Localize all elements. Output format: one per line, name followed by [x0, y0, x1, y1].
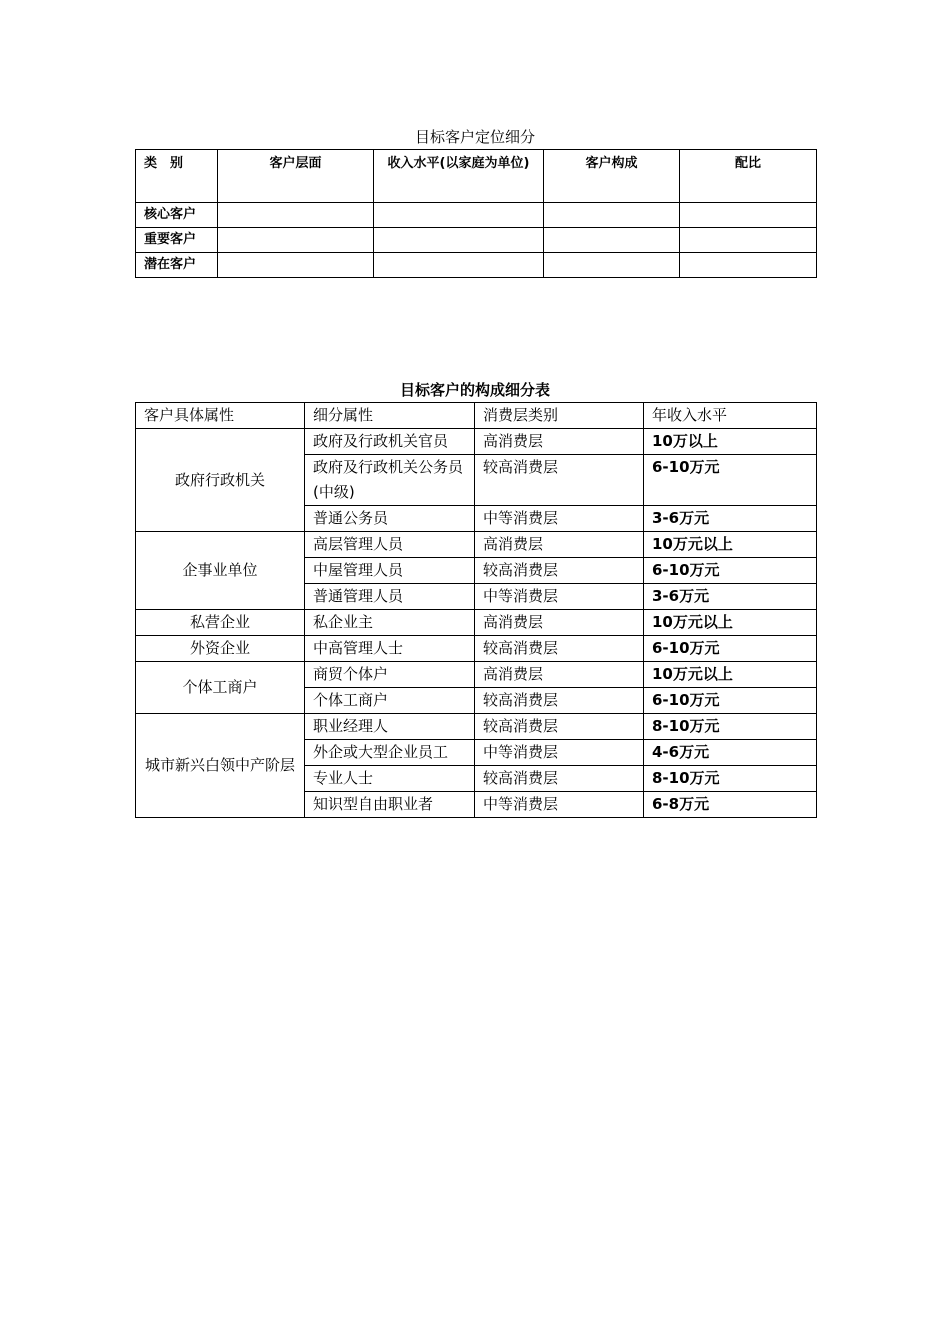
empty-cell: [218, 228, 374, 253]
table-row: [136, 203, 817, 228]
consumption-layer-cell: 高消费层: [475, 532, 644, 558]
segment-attribute-cell: 专业人士: [305, 766, 475, 792]
table-row: [136, 429, 817, 455]
annual-income-cell: 8-10万元: [644, 714, 817, 740]
empty-cell: [544, 203, 680, 228]
consumption-layer-cell: 较高消费层: [475, 455, 644, 506]
table-row: [136, 610, 817, 636]
empty-cell: [374, 203, 544, 228]
annual-income-cell: 10万元以上: [644, 662, 817, 688]
consumption-layer-cell: 中等消费层: [475, 584, 644, 610]
table2-title: 目标客户的构成细分表: [399, 381, 550, 399]
segment-attribute-cell: 中屋管理人员: [305, 558, 475, 584]
table1-header-cell: 收入水平(以家庭为单位): [374, 150, 544, 203]
group-label: 外资企业: [136, 636, 305, 662]
empty-cell: [374, 253, 544, 278]
empty-cell: [544, 228, 680, 253]
empty-cell: [680, 253, 817, 278]
consumption-layer-cell: 高消费层: [475, 429, 644, 455]
group-label: 城市新兴白领中产阶层: [136, 714, 305, 818]
empty-cell: [218, 203, 374, 228]
annual-income-cell: 10万元以上: [644, 532, 817, 558]
empty-cell: [218, 253, 374, 278]
table2-header-cell: 年收入水平: [644, 403, 817, 429]
consumption-layer-cell: 中等消费层: [475, 792, 644, 818]
table1-header-cell: 配比: [680, 150, 817, 203]
segment-attribute-cell: 知识型自由职业者: [305, 792, 475, 818]
customer-positioning-table: [135, 149, 817, 278]
segment-attribute-cell: 普通公务员: [305, 506, 475, 532]
segment-attribute-cell: 中高管理人士: [305, 636, 475, 662]
consumption-layer-cell: 较高消费层: [475, 688, 644, 714]
segment-attribute-cell: 个体工商户: [305, 688, 475, 714]
annual-income-cell: 6-8万元: [644, 792, 817, 818]
segment-attribute-cell: 外企或大型企业员工: [305, 740, 475, 766]
annual-income-cell: 6-10万元: [644, 455, 817, 506]
table1-header-cell: 客户构成: [544, 150, 680, 203]
consumption-layer-cell: 较高消费层: [475, 636, 644, 662]
consumption-layer-cell: 较高消费层: [475, 766, 644, 792]
table1-title: 目标客户定位细分: [414, 128, 535, 146]
table1-header-cell: 类 别: [136, 150, 218, 203]
table2-header-cell: 消费层类别: [475, 403, 644, 429]
annual-income-cell: 10万元以上: [644, 610, 817, 636]
consumption-layer-cell: 高消费层: [475, 662, 644, 688]
table-row: [136, 714, 817, 740]
annual-income-cell: 3-6万元: [644, 506, 817, 532]
annual-income-cell: 6-10万元: [644, 636, 817, 662]
consumption-layer-cell: 中等消费层: [475, 506, 644, 532]
segment-attribute-cell: 政府及行政机关官员: [305, 429, 475, 455]
table2-header-cell: 细分属性: [305, 403, 475, 429]
empty-cell: [374, 228, 544, 253]
segment-attribute-cell: 职业经理人: [305, 714, 475, 740]
annual-income-cell: 6-10万元: [644, 558, 817, 584]
empty-cell: [680, 228, 817, 253]
group-label: 个体工商户: [136, 662, 305, 714]
segment-attribute-cell: 高层管理人员: [305, 532, 475, 558]
table-row: [136, 532, 817, 558]
annual-income-cell: 8-10万元: [644, 766, 817, 792]
row-label: 潜在客户: [136, 253, 218, 278]
customer-composition-table: [135, 402, 817, 818]
segment-attribute-cell: 普通管理人员: [305, 584, 475, 610]
annual-income-cell: 4-6万元: [644, 740, 817, 766]
group-label: 私营企业: [136, 610, 305, 636]
consumption-layer-cell: 中等消费层: [475, 740, 644, 766]
annual-income-cell: 10万以上: [644, 429, 817, 455]
consumption-layer-cell: 较高消费层: [475, 714, 644, 740]
row-label: 重要客户: [136, 228, 218, 253]
table-row: [136, 636, 817, 662]
table2-header-row: [136, 403, 817, 429]
table-row: [136, 253, 817, 278]
consumption-layer-cell: 高消费层: [475, 610, 644, 636]
consumption-layer-cell: 较高消费层: [475, 558, 644, 584]
segment-attribute-cell: 商贸个体户: [305, 662, 475, 688]
empty-cell: [680, 203, 817, 228]
group-label: 政府行政机关: [136, 429, 305, 532]
empty-cell: [544, 253, 680, 278]
annual-income-cell: 3-6万元: [644, 584, 817, 610]
table1-header-row: [136, 150, 817, 203]
table-row: [136, 228, 817, 253]
group-label: 企事业单位: [136, 532, 305, 610]
segment-attribute-cell: 私企业主: [305, 610, 475, 636]
table-row: [136, 662, 817, 688]
segment-attribute-cell: 政府及行政机关公务员(中级): [305, 455, 475, 506]
table2-header-cell: 客户具体属性: [136, 403, 305, 429]
table1-header-cell: 客户层面: [218, 150, 374, 203]
annual-income-cell: 6-10万元: [644, 688, 817, 714]
row-label: 核心客户: [136, 203, 218, 228]
